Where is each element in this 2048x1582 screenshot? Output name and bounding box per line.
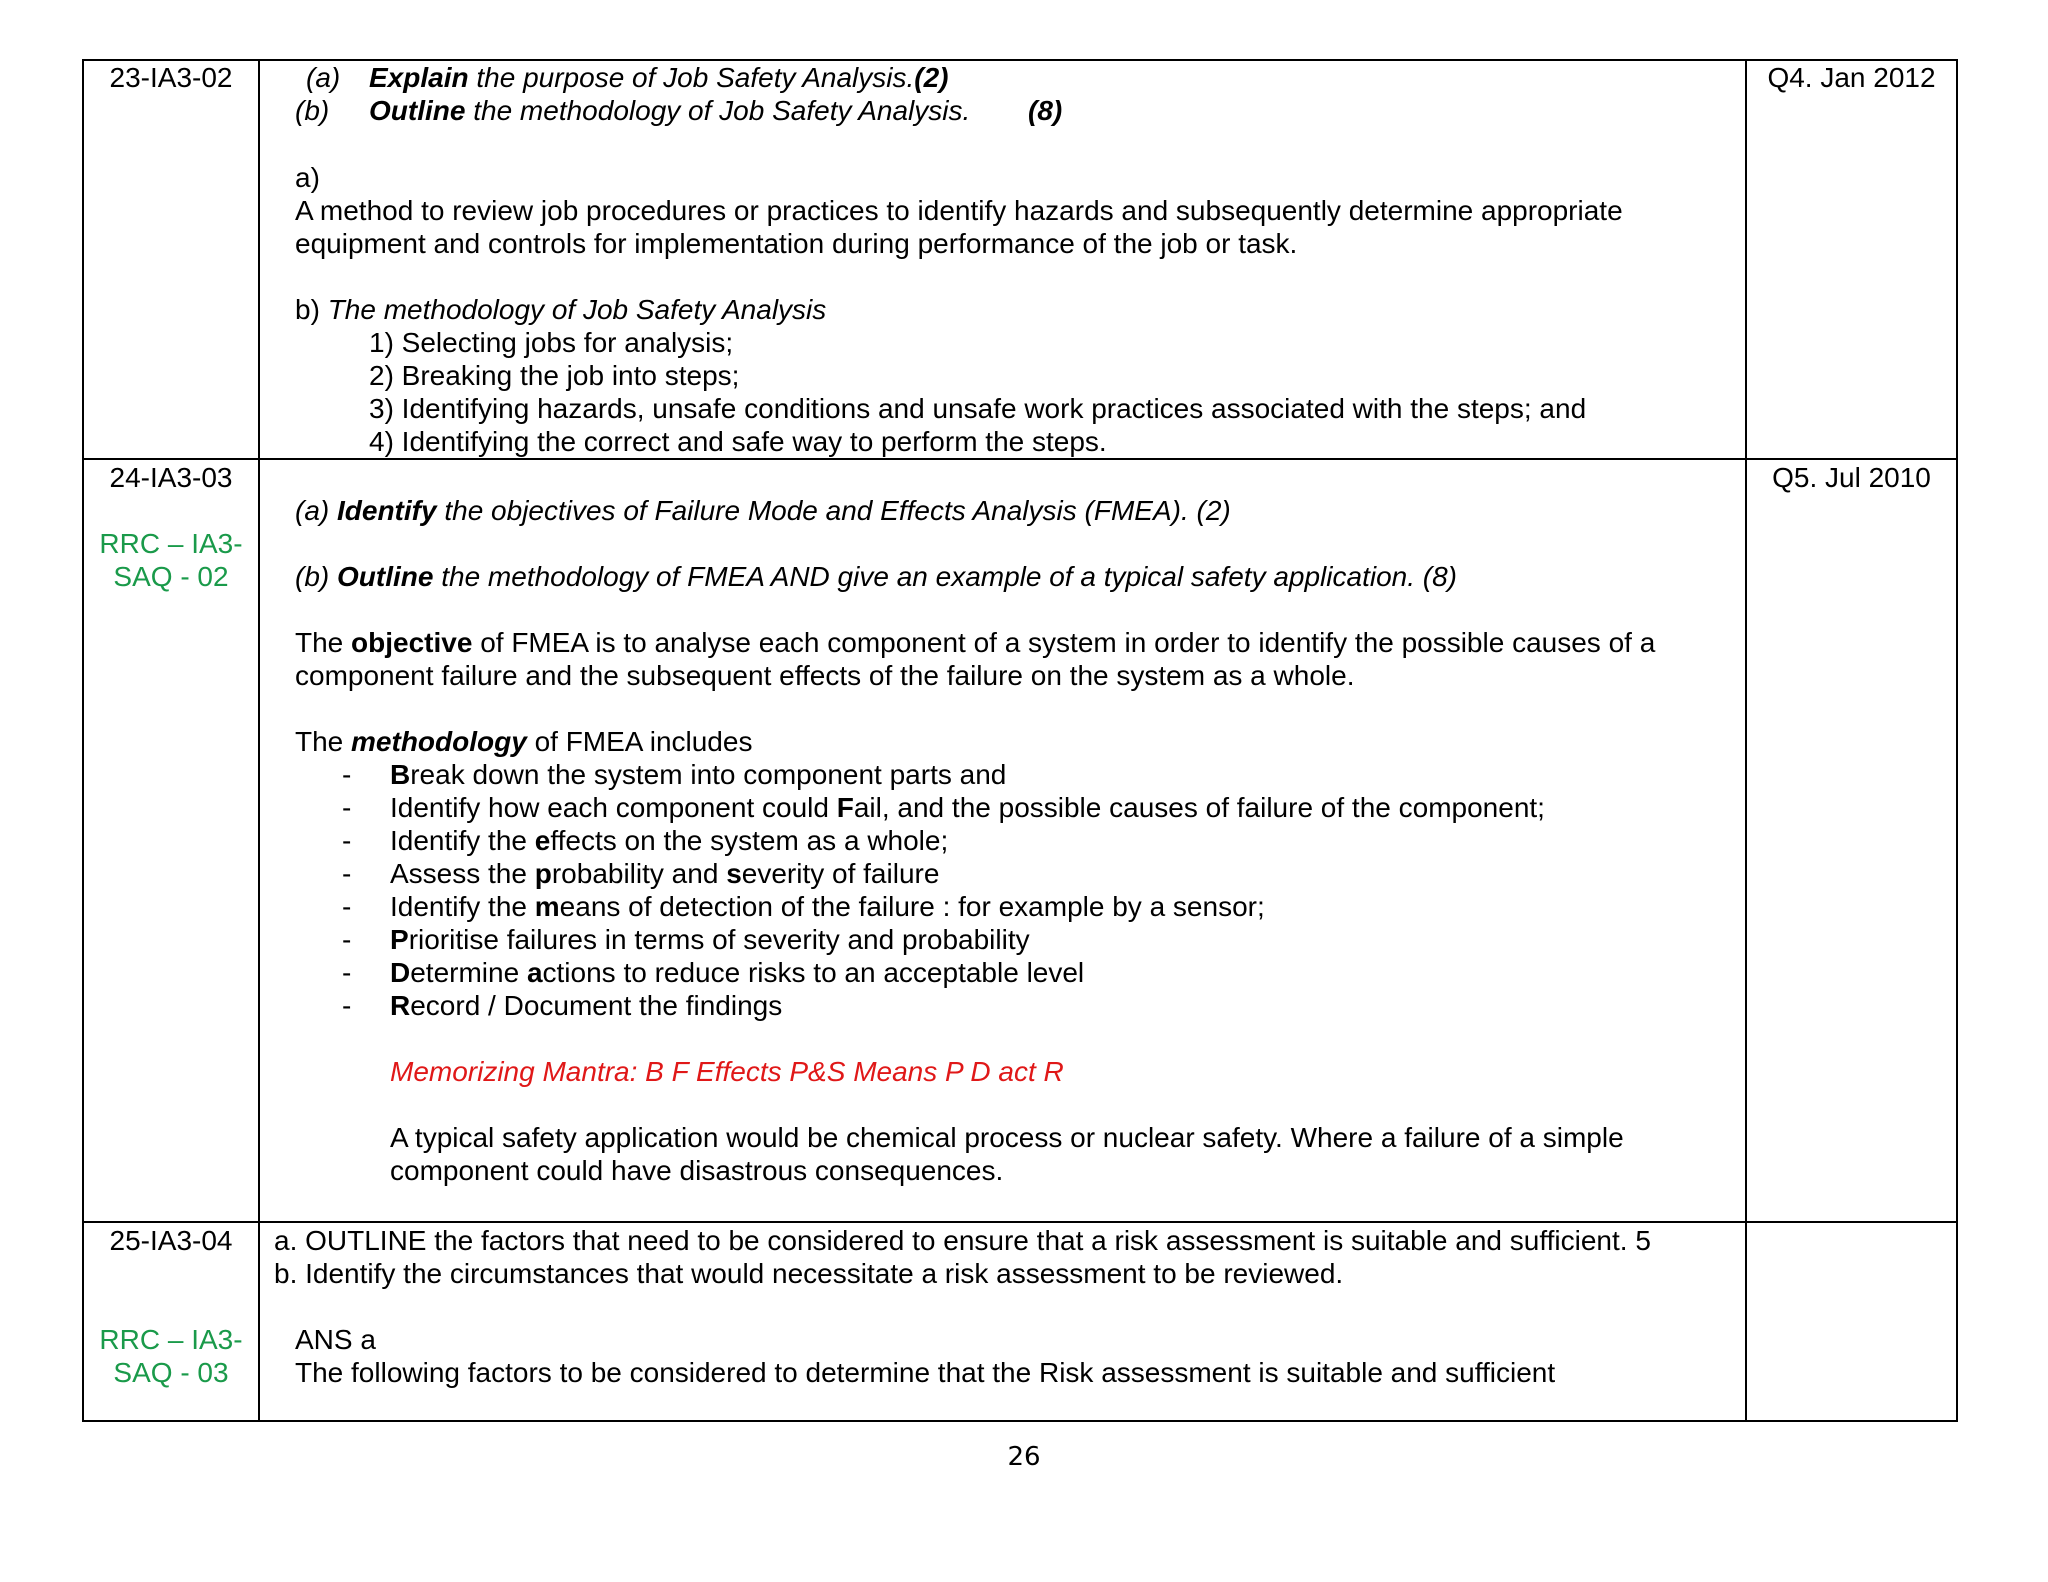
list-item: Record / Document the findings xyxy=(390,990,783,1021)
question-b-label: (b) xyxy=(295,95,330,126)
list-item: 3) Identifying hazards, unsafe conditions and unsafe work practices associated with the steps; and xyxy=(369,393,1587,424)
answer-line: The following factors to be considered to determine that the Risk assessment is suitable and sufficient xyxy=(295,1357,1556,1388)
list-item: Determine actions to reduce risks to an acceptable level xyxy=(390,957,1085,988)
question-id: 23-IA3-02 xyxy=(109,62,233,93)
question-a-label: (a) xyxy=(306,62,341,93)
question-b: b. Identify the circumstances that would necessitate a risk assessment to be reviewed. xyxy=(274,1258,1344,1289)
dash-bullet: - xyxy=(342,792,352,823)
answer-a-label: a) xyxy=(295,162,320,193)
memorizing-mantra: Memorizing Mantra: B F Effects P&S Means P D act R xyxy=(390,1056,1064,1087)
dash-bullet: - xyxy=(342,759,352,790)
answer-a-line: A method to review job procedures or practices to identify hazards and subsequently determine appropriate xyxy=(295,195,1623,226)
page-number: 26 xyxy=(1007,1442,1041,1472)
question-reference: Q4. Jan 2012 xyxy=(1767,62,1936,93)
question-b-marks: (8) xyxy=(1028,95,1063,126)
dash-bullet: - xyxy=(342,957,352,988)
list-item: Identify the effects on the system as a whole; xyxy=(390,825,949,856)
dash-bullet: - xyxy=(342,990,352,1021)
answer-label: ANS a xyxy=(295,1324,376,1355)
question-reference: Q5. Jul 2010 xyxy=(1772,462,1931,493)
answer-b-heading: b) The methodology of Job Safety Analysis xyxy=(295,294,827,325)
dash-bullet: - xyxy=(342,858,352,889)
application-paragraph: component could have disastrous consequences. xyxy=(390,1155,1004,1186)
list-item: 4) Identifying the correct and safe way to perform the steps. xyxy=(369,426,1107,457)
question-a: (a) Identify the objectives of Failure Mode and Effects Analysis (FMEA). (2) xyxy=(295,495,1231,526)
question-id: 25-IA3-04 xyxy=(109,1225,233,1256)
question-a: Explain the purpose of Job Safety Analysis.(2) xyxy=(369,62,949,93)
list-item: Break down the system into component parts and xyxy=(390,759,1007,790)
question-a: a. OUTLINE the factors that need to be considered to ensure that a risk assessment is suitable and sufficient. 5 xyxy=(274,1225,1651,1256)
syllabus-tag: RRC – IA3- xyxy=(99,1324,243,1355)
question-id: 24-IA3-03 xyxy=(109,462,233,493)
objective-paragraph: The objective of FMEA is to analyse each component of a system in order to identify the possible causes of a xyxy=(295,627,1656,658)
dash-bullet: - xyxy=(342,825,352,856)
dash-bullet: - xyxy=(342,924,352,955)
column-divider xyxy=(258,59,260,1422)
list-item: Assess the probability and severity of failure xyxy=(390,858,940,889)
syllabus-tag: SAQ - 02 xyxy=(113,561,229,592)
syllabus-tag: RRC – IA3- xyxy=(99,528,243,559)
list-item: Identify the means of detection of the failure : for example by a sensor; xyxy=(390,891,1265,922)
column-divider xyxy=(1745,59,1747,1422)
list-item: Prioritise failures in terms of severity and probability xyxy=(390,924,1030,955)
list-item: 2) Breaking the job into steps; xyxy=(369,360,740,391)
answer-a-line: equipment and controls for implementation during performance of the job or task. xyxy=(295,228,1298,259)
objective-paragraph: component failure and the subsequent effects of the failure on the system as a whole. xyxy=(295,660,1355,691)
application-paragraph: A typical safety application would be chemical process or nuclear safety. Where a failure of a simple xyxy=(390,1122,1624,1153)
question-b: Outline the methodology of Job Safety Analysis. xyxy=(369,95,971,126)
row-divider xyxy=(82,1221,1958,1223)
dash-bullet: - xyxy=(342,891,352,922)
row-divider xyxy=(82,458,1958,460)
list-item: Identify how each component could Fail, and the possible causes of failure of the component; xyxy=(390,792,1545,823)
syllabus-tag: SAQ - 03 xyxy=(113,1357,229,1388)
question-b: (b) Outline the methodology of FMEA AND give an example of a typical safety application. (8) xyxy=(295,561,1457,592)
list-item: 1) Selecting jobs for analysis; xyxy=(369,327,734,358)
methodology-heading: The methodology of FMEA includes xyxy=(295,726,753,757)
